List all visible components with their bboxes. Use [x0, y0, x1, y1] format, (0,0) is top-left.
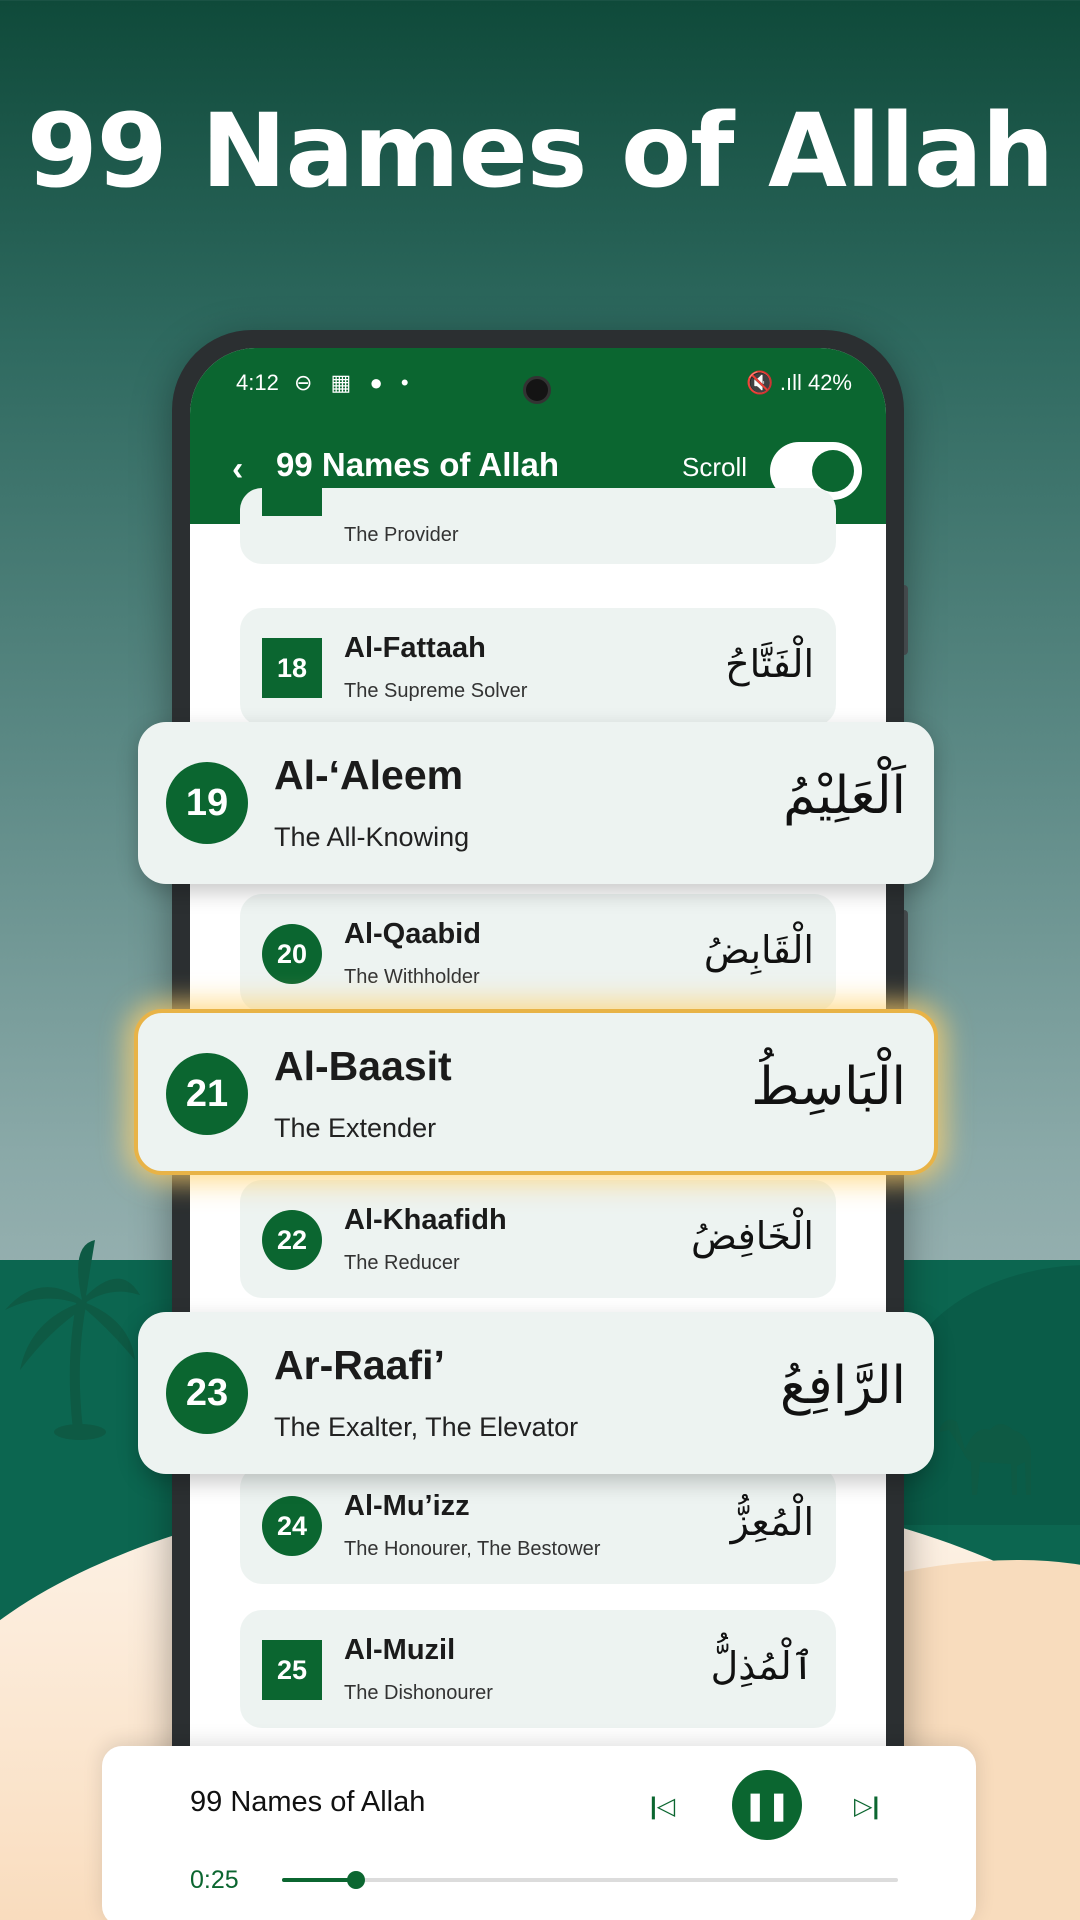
name-meaning: The Extender [274, 1113, 437, 1143]
name-meaning: The Reducer [344, 1252, 460, 1274]
number-badge [262, 488, 322, 516]
audio-player [102, 1746, 976, 1920]
status-time: 4:12 [236, 370, 279, 395]
list-item[interactable] [240, 608, 836, 726]
progress-fill [282, 1878, 356, 1882]
name-transliteration: Al-Baasit [274, 1043, 452, 1089]
name-arabic: اَلْعَلِيْمُ [783, 766, 906, 826]
name-transliteration: Ar-Raafi’ [274, 1342, 445, 1388]
skip-next-icon[interactable]: ▷| [854, 1793, 880, 1820]
skip-previous-icon[interactable]: |◁ [650, 1793, 676, 1820]
player-title: 99 Names of Allah [190, 1786, 426, 1818]
toggle-knob [812, 450, 854, 492]
palm-tree-icon [0, 1240, 150, 1440]
list-item[interactable] [240, 1610, 836, 1728]
name-transliteration: Al-‘Aleem [274, 752, 464, 798]
name-arabic: الْفَتَّاحُ [725, 642, 814, 686]
number-badge: 20 [262, 924, 322, 984]
back-chevron-icon[interactable]: ‹ [232, 450, 244, 488]
name-meaning: The All-Knowing [274, 822, 470, 852]
headline: 99 Names of Allah [26, 92, 1054, 211]
number-badge: 18 [262, 638, 322, 698]
camel-icon [935, 1400, 1045, 1500]
name-arabic: الْخَافِضُ [691, 1214, 814, 1258]
name-arabic: الْقَابِضُ [703, 928, 814, 972]
pause-button[interactable]: ❚❚ [732, 1770, 802, 1840]
name-meaning: The Honourer, The Bestower [344, 1538, 601, 1560]
name-transliteration: Al-Qaabid [344, 918, 481, 950]
featured-name-card[interactable] [138, 1312, 934, 1474]
name-meaning: The Supreme Solver [344, 680, 528, 702]
name-meaning: The Withholder [344, 966, 480, 988]
elapsed-time: 0:25 [190, 1866, 239, 1894]
progress-thumb[interactable] [347, 1871, 365, 1889]
name-meaning: The Dishonourer [344, 1682, 493, 1704]
number-badge: 24 [262, 1496, 322, 1556]
app-title: 99 Names of Allah [276, 446, 560, 483]
name-transliteration: Al-Khaafidh [344, 1204, 507, 1236]
list-item[interactable] [240, 894, 836, 1012]
number-badge: 21 [166, 1053, 248, 1135]
name-transliteration: Al-Muzil [344, 1634, 456, 1666]
featured-name-card-active[interactable] [134, 1009, 938, 1175]
status-bar [190, 370, 886, 406]
name-arabic: ٱلْمُذِلُّ [710, 1644, 814, 1688]
list-item[interactable] [240, 1466, 836, 1584]
name-transliteration: Al-Mu’izz [344, 1490, 470, 1522]
status-battery-signal: 🔇 .ıll 42% [746, 370, 852, 395]
name-arabic: الْمُعِزُّ [730, 1500, 814, 1544]
scroll-toggle-label: Scroll [682, 452, 748, 482]
number-badge: 19 [166, 762, 248, 844]
name-transliteration: Al-Fattaah [344, 632, 486, 664]
status-notification-icons: ⊖ ▦ ● • [294, 370, 415, 395]
name-arabic: الرَّافِعُ [780, 1356, 906, 1416]
list-item[interactable] [240, 488, 836, 564]
name-meaning: The Exalter, The Elevator [274, 1412, 579, 1442]
number-badge: 23 [166, 1352, 248, 1434]
number-badge: 25 [262, 1640, 322, 1700]
name-arabic: الْبَاسِطُ [751, 1057, 906, 1117]
list-item[interactable] [240, 1180, 836, 1298]
featured-name-card[interactable] [138, 722, 934, 884]
progress-slider[interactable] [282, 1878, 898, 1882]
front-camera-icon [523, 376, 551, 404]
number-badge: 22 [262, 1210, 322, 1270]
name-meaning: The Provider [344, 524, 459, 546]
